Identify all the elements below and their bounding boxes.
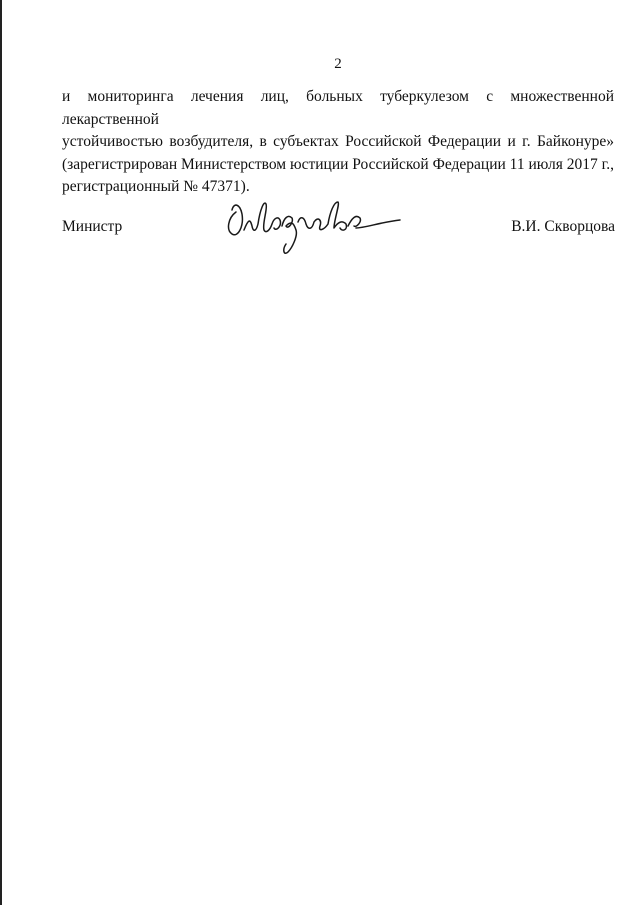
- handwritten-signature: [222, 190, 412, 260]
- paragraph-line: устойчивостью возбудителя, в субъектах Российской Федерации и г. Байконуре»: [62, 133, 614, 150]
- signatory-role: Министр: [62, 218, 123, 235]
- signatory-name: В.И. Скворцова: [511, 218, 615, 235]
- paragraph-line: (зарегистрирован Министерством юстиции Российской Федерации 11 июля 2017 г.,: [62, 155, 614, 173]
- scan-edge: [0, 0, 2, 905]
- paragraph-line: регистрационный № 47371).: [62, 178, 250, 195]
- page-number: 2: [334, 56, 342, 72]
- signature-block: [62, 190, 615, 260]
- paragraph-line: и мониторинга лечения лиц, больных туберкулезом с множественной лекарственной: [62, 88, 614, 128]
- body-paragraph: [62, 86, 614, 199]
